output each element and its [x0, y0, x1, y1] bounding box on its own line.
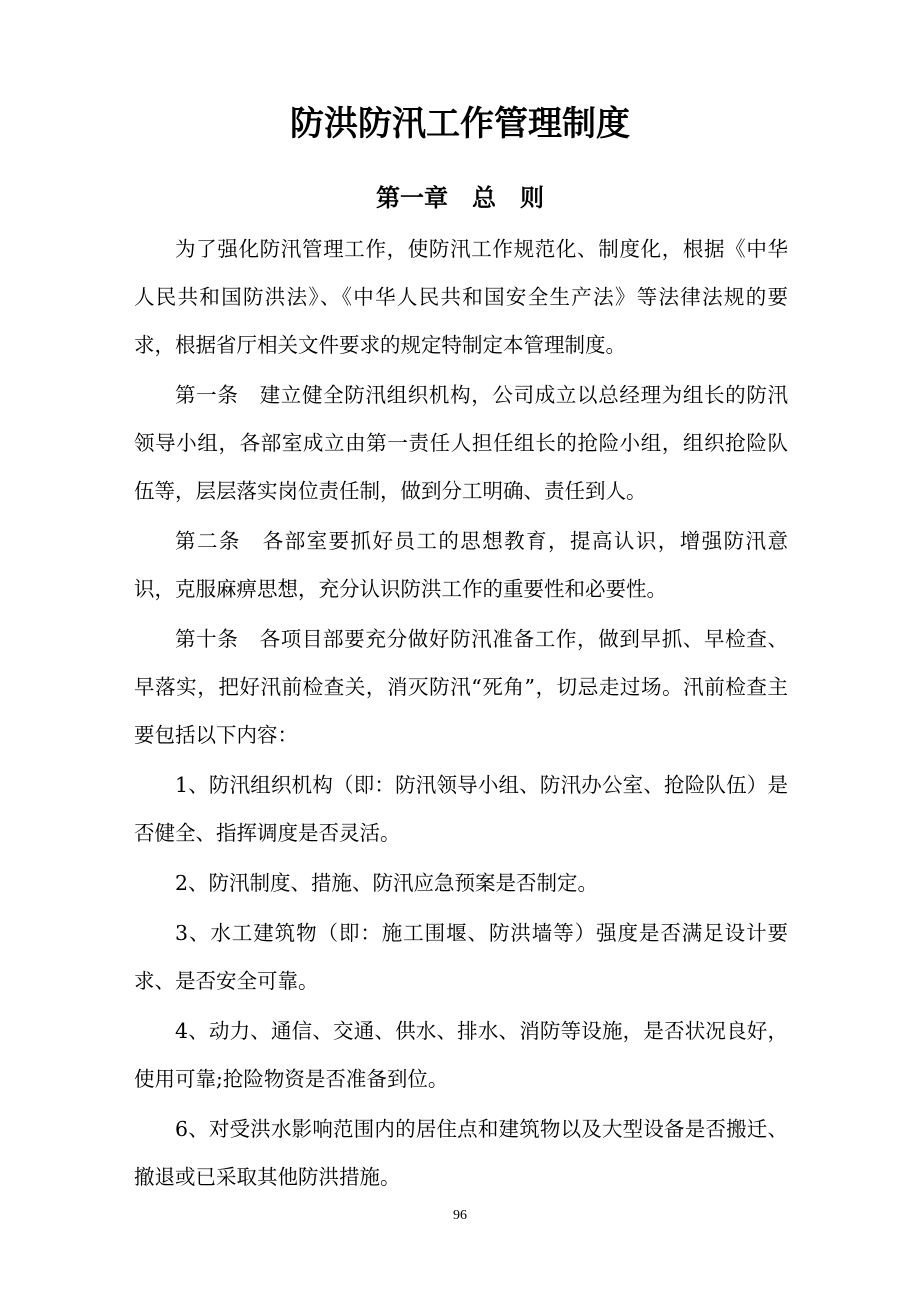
document-title: 防洪防汛工作管理制度 — [290, 104, 630, 144]
document-body — [134, 225, 788, 1201]
page-number: 96 — [453, 1208, 467, 1223]
list-item-1: 1、防汛组织机构（即：防汛领导小组、防汛办公室、抢险队伍）是否健全、指挥调度是否灵活。 — [134, 773, 788, 845]
chapter-heading: 第一章 总 则 — [376, 183, 544, 212]
paragraph-intro: 为了强化防汛管理工作，使防汛工作规范化、制度化，根据《中华人民共和国防洪法》、《中华人民共和国安全生产法》等法律法规的要求，根据省厅相关文件要求的规定特制定本管理制度。 — [134, 237, 788, 357]
paragraph-article-10: 第十条 各项目部要充分做好防汛准备工作，做到早抓、早检查、早落实，把好汛前检查关，消灭防汛“死角”，切忌走过场。汛前检查主要包括以下内容： — [134, 627, 788, 747]
list-item-2: 2、防汛制度、措施、防汛应急预案是否制定。 — [175, 871, 599, 895]
list-item-6: 6、对受洪水影响范围内的居住点和建筑物以及大型设备是否搬迁、撤退或已采取其他防洪措施。 — [134, 1117, 788, 1189]
list-item-3: 3、水工建筑物（即：施工围堰、防洪墙等）强度是否满足设计要求、是否安全可靠。 — [134, 921, 788, 993]
list-item-4: 4、动力、通信、交通、供水、排水、消防等设施，是否状况良好，使用可靠;抢险物资是否准备到位。 — [134, 1019, 788, 1091]
paragraph-article-2: 第二条 各部室要抓好员工的思想教育，提高认识，增强防汛意识，克服麻痹思想，充分认识防洪工作的重要性和必要性。 — [134, 529, 788, 601]
paragraph-article-1: 第一条 建立健全防汛组织机构，公司成立以总经理为组长的防汛领导小组，各部室成立由第一责任人担任组长的抢险小组，组织抢险队伍等，层层落实岗位责任制，做到分工明确、责任到人。 — [134, 383, 788, 503]
